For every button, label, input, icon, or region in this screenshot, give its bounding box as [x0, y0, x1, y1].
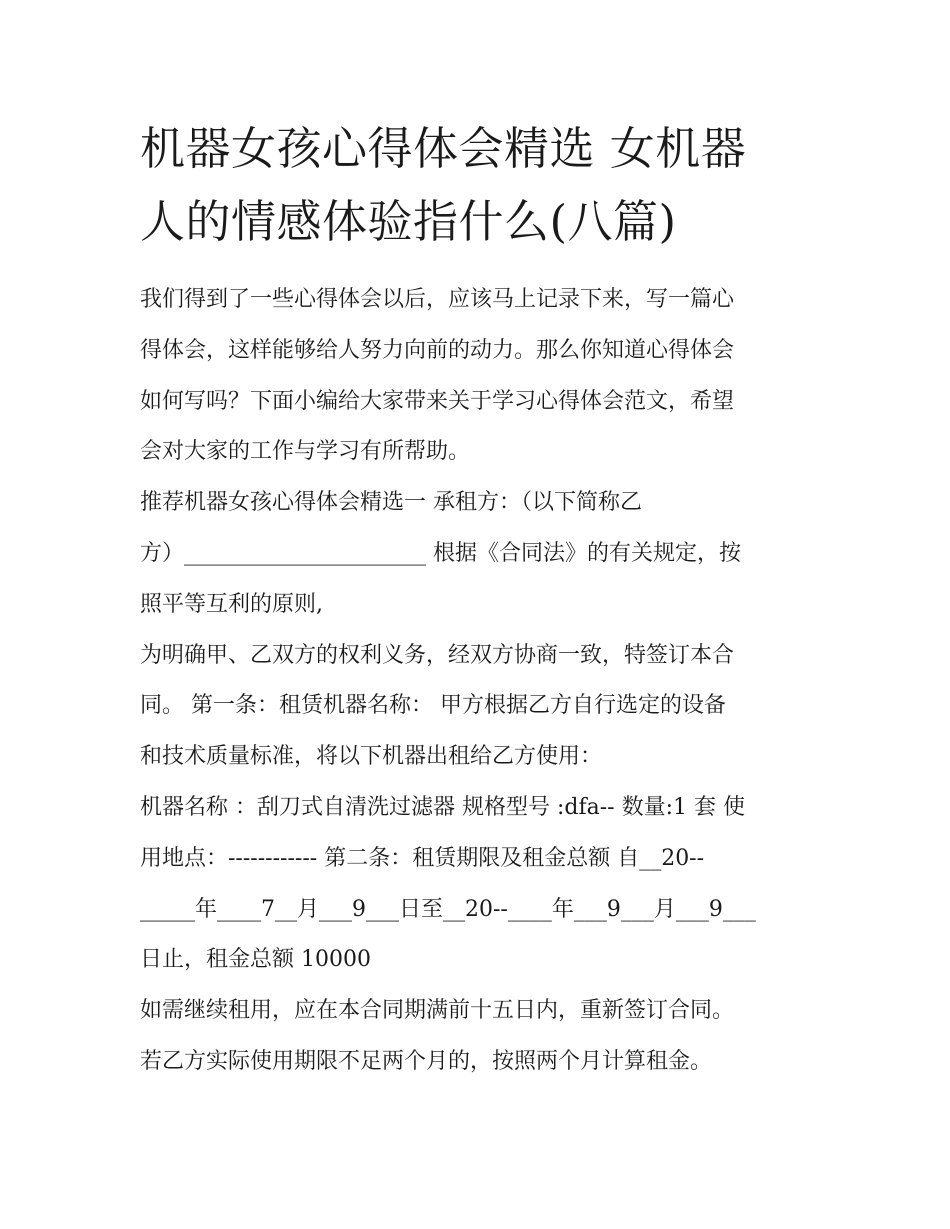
section-heading-line: 推荐机器女孩心得体会精选一 承租方：（以下简称乙 — [140, 490, 642, 516]
intro-line: 我们得到了一些心得体会以后，应该马上记录下来，写一篇心 — [140, 287, 735, 312]
contract-line: 机器名称 ：刮刀式自清洗过滤器 规格型号 :dfa-- 数量:1 套 使 — [140, 794, 745, 820]
contract-line: 同。 第一条：租赁机器名称： 甲方根据乙方自行选定的设备 — [140, 693, 726, 719]
intro-line: 如何写吗？下面小编给大家带来关于学习心得体会范文，希望 — [140, 388, 735, 414]
contract-line: 日止，租金总额 10000 — [140, 947, 371, 973]
intro-line: 会对大家的工作与学习有所帮助。 — [140, 439, 471, 465]
contract-line: 若乙方实际使用期限不足两个月的，按照两个月计算租金。 — [140, 1048, 713, 1074]
contract-line: 方）______________________ 根据《合同法》的有关规定，按 — [140, 540, 741, 566]
document-title — [140, 112, 820, 258]
contract-line: 和技术质量标准，将以下机器出租给乙方使用： — [140, 744, 603, 770]
contract-line: 照平等互利的原则, — [140, 591, 323, 617]
document-body — [140, 275, 820, 1088]
contract-line: 为明确甲、乙双方的权利义务，经双方协商一致，特签订本合 — [140, 642, 735, 668]
contract-line: _____年____7__月___9___日至__20--____年___9___月___9___ — [140, 896, 756, 922]
title-line: 机器女孩心得体会精选 女机器 — [140, 122, 747, 175]
title-line: 人的情感体验指什么(八篇) — [140, 195, 677, 248]
contract-line: 如需继续租用，应在本合同期满前十五日内，重新签订合同。 — [140, 998, 735, 1024]
contract-line: 用地点：------------ 第二条：租赁期限及租金总额 自__20-- — [140, 845, 705, 871]
intro-line: 得体会，这样能够给人努力向前的动力。那么你知道心得体会 — [140, 337, 735, 363]
